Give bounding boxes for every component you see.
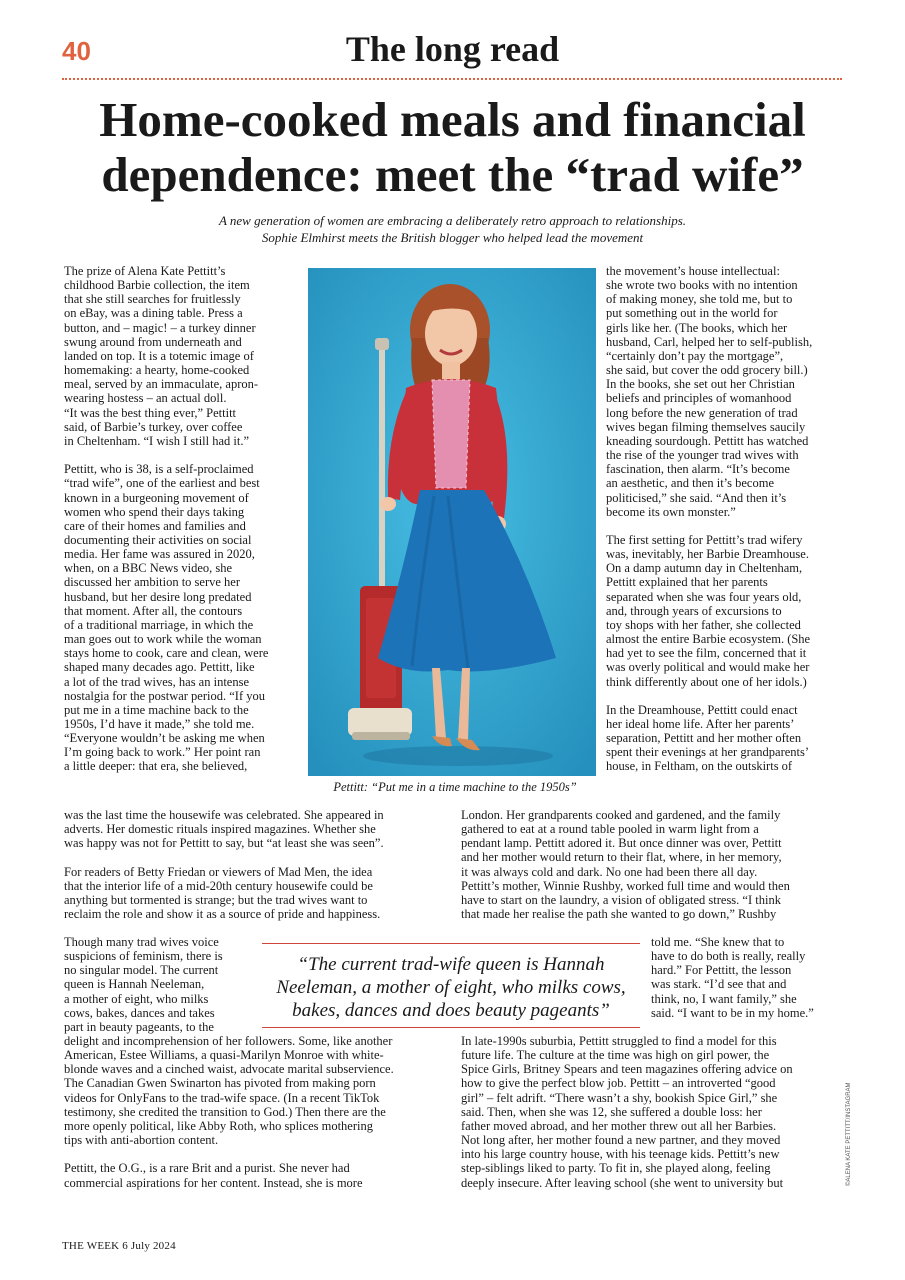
body-column-1: The prize of Alena Kate Pettitt’s childhood Barbie collection, the item that she still searches for fruitlessly on eBay, was a dining table. Press a button, and – magic! – a turkey dinner swung around from underneath and landed on top. It is a totemic image of homemaking: a hearty, home-cooked meal, served by an immaculate, apron- wearing hostess – an actual doll. “It was the best thing ever,” Pettitt said, of Barbie’s turkey, over coffee in Cheltenham. “I wish I still had it.” Pettitt, who is 38, is a self-proclaimed “trad wife”, one of the earliest and best known in a burgeoning movement of women who spend their days taking care of their homes and families and documenting their activities on social media. Her fame was assured in 2020, when, on a BBC News video, she discussed her ambition to serve her husband, but her desire long predated that moment. After all, the contours of a traditional marriage, in which the man goes out to work while the woman stays home to cook, care and clean, were shaped many decades ago. Pettitt, like a lot of the trad wives, has an intense nostalgia for the postwar period. “If you put me in a time machine back to the 1950s, I’d have it made,” she told me. “Everyone wouldn’t be asking me when I’m going back to work.” Her point ran a little deeper: that era, she believed,	[64, 264, 269, 774]
body-column-3: the movement’s house intellectual: she wrote two books with no intention of making money, she told me, but to put something out in the world for girls like her. (The books, which her husband, Carl, helped her to self-publish, “certainly don’t pay the mortgage”, she said, but cover the odd grocery bill.) In the books, she set out her Christian beliefs and principles of womanhood long before the new generation of trad wives began filming themselves saucily kneading sourdough. Pettitt has watched the rise of the younger trad wives with fascination, then alarm. “It’s become an aesthetic, and then it’s become politicised,” she said. “And then it’s become its own monster.” The first setting for Pettitt’s trad wifery was, inevitably, her Barbie Dreamhouse. On a damp autumn day in Cheltenham, Pettitt explained that her parents separated when she was four years old, and, through years of excursions to toy shops with her father, she collected almost the entire Barbie ecosystem. (She had yet to see the film, concerned that it was overly political and would make her think differently about one of her idols.) In the Dreamhouse, Pettitt could enact her ideal home life. After her parents’ separation, Pettitt and her mother often spent their evenings at her grandparents’ house, in Feltham, on the outskirts of	[606, 264, 813, 774]
body-right-bottom: In late-1990s suburbia, Pettitt struggled to find a model for this future life. The culture at the time was high on girl power, the Spice Girls, Britney Spears and teen magazines offering advice on how to give the perfect blow job. Pettitt – an introverted “good girl” – felt adrift. “There wasn’t a shy, bookish Spice Girl,” she said. Then, when she was 12, she suffered a double loss: her father moved abroad, and her mother threw out all her Barbies. Not long after, her mother found a new partner, and they moved into his large country house, with his teenage kids. Pettitt’s new step-siblings liked to party. To fit in, she played along, feeling deeply insecure. After leaving school (she went to university but	[461, 1034, 793, 1190]
pull-quote-bottom-rule	[262, 1027, 640, 1028]
article-headline	[40, 92, 865, 202]
standfirst	[100, 212, 805, 246]
page-number: 40	[62, 36, 91, 66]
body-left-bottom: delight and incomprehension of her followers. Some, like another American, Estee Williams, a quasi-Marilyn Monroe with white- blonde waves and a cinched waist, advocate marital subservience. The Canadian Gwen Swinarton has pivoted from making porn videos for OnlyFans to the trad-wife space. (In a recent TikTok testimony, she credited the transition to God.) Then there are the more openly political, like Abby Roth, who splices mothering tips with anti-abortion content. Pettitt, the O.G., is a rare Brit and a purist. She never had commercial aspirations for her content. Instead, she is more	[64, 1034, 394, 1190]
article-photo	[308, 268, 596, 776]
headline-line-1: Home-cooked meals and financial	[99, 92, 806, 147]
body-right-wide: London. Her grandparents cooked and gardened, and the family gathered to eat at a round table pooled in warm light from a pendant lamp. Pettitt adored it. But once dinner was over, Pettitt and her mother would return to their flat, where, in her memory, it was always cold and dark. No one had been there all day. Pettitt’s mother, Winnie Rushby, worked full time and would then have to start on the laundry, a vision of obligated stress. “I think that made her realise the path she wanted to go down,” Rushby	[461, 808, 790, 922]
woman-with-vacuum-illustration	[308, 268, 596, 776]
footer-publication: THE WEEK 6 July 2024	[62, 1240, 176, 1252]
photo-caption: Pettitt: “Put me in a time machine to the 1950s”	[333, 780, 577, 794]
body-left-narrow: Though many trad wives voice suspicions of feminism, there is no singular model. The current queen is Hannah Neeleman, a mother of eight, who milks cows, bakes, dances and takes part in beauty pageants, to the	[64, 935, 223, 1034]
section-title: The long read	[345, 29, 560, 69]
photo-credit: ©ALENA KATE PETTITT/INSTAGRAM	[846, 1082, 852, 1186]
pull-quote-top-rule	[262, 943, 640, 944]
standfirst-line-2: Sophie Elmhirst meets the British blogger who helped lead the movement	[261, 230, 644, 245]
headline-line-2: dependence: meet the “trad wife”	[101, 147, 804, 202]
standfirst-line-1: A new generation of women are embracing a deliberately retro approach to relationships.	[218, 213, 687, 228]
header-divider	[62, 78, 842, 80]
body-right-narrow: told me. “She knew that to have to do both is really, really hard.” For Pettitt, the lesson was stark. “I’d see that and think, no, I want family,” she said. “I want to be in my home.”	[651, 935, 814, 1020]
pull-quote-line-2: Neeleman, a mother of eight, who milks cows,	[276, 977, 626, 998]
body-left-wide: was the last time the housewife was celebrated. She appeared in adverts. Her domestic rituals inspired magazines. Whether she was happy was not for Pettitt to say, but “at least she was seen”. For readers of Betty Friedan or viewers of Mad Men, the idea that the interior life of a mid-20th century housewife could be anything but tormented is strange; but the trad wives want to reclaim the role and show it as a source of pride and happiness.	[64, 808, 384, 922]
pull-quote-line-3: bakes, dances and does beauty pageants”	[292, 1000, 610, 1021]
pull-quote-line-1: “The current trad-wife queen is Hannah	[297, 954, 605, 975]
pull-quote	[262, 953, 640, 1022]
